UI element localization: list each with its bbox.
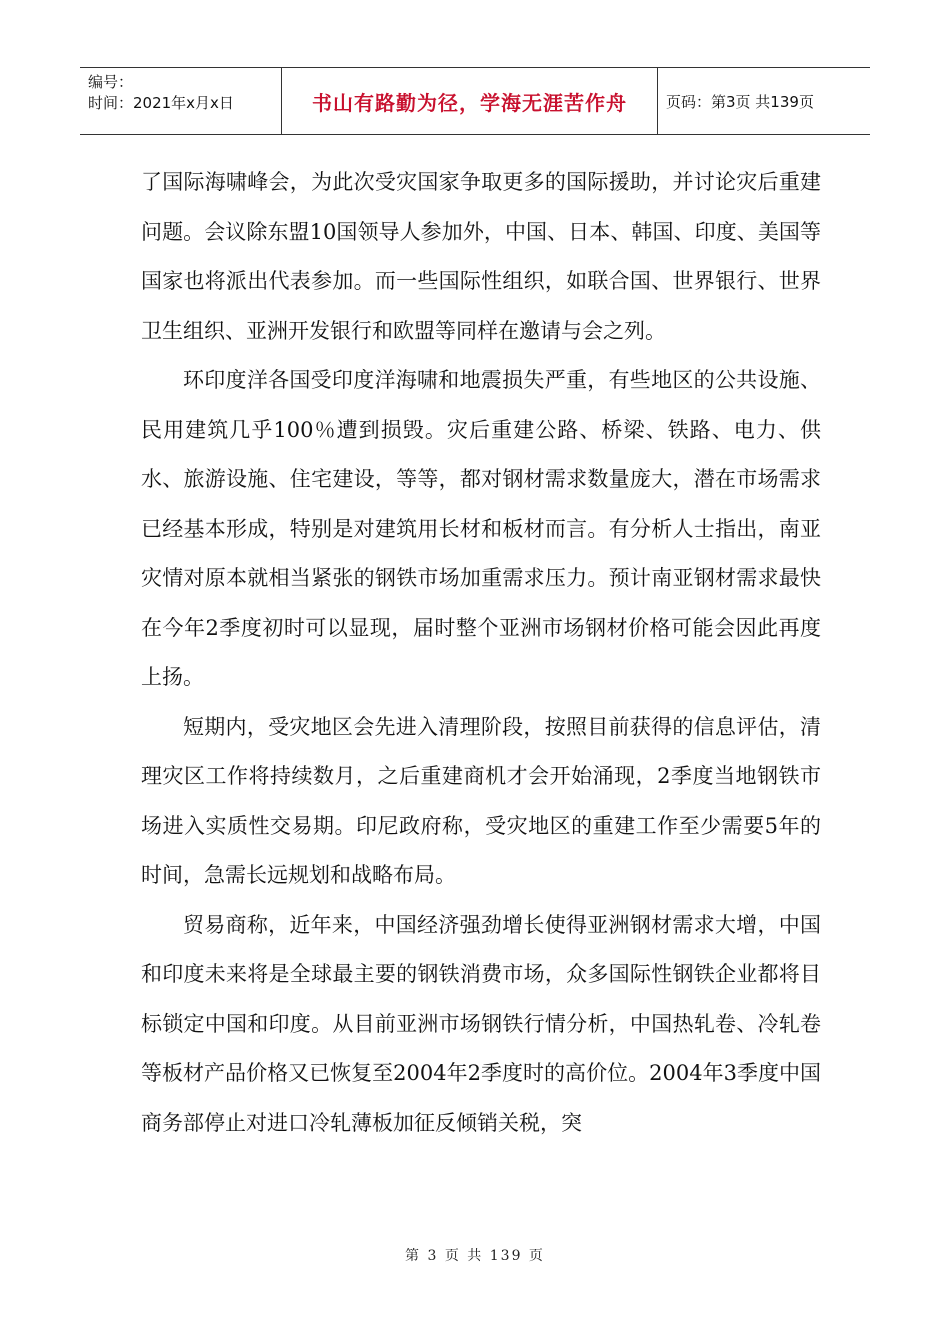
page-footer: 第 3 页 共 139 页	[405, 1248, 545, 1264]
header-motto: 书山有路勤为径，学海无涯苦作舟	[282, 68, 658, 134]
paragraph: 环印度洋各国受印度洋海啸和地震损失严重，有些地区的公共设施、民用建筑几乎100％遭到损毁。灾后重建公路、桥梁、铁路、电力、供水、旅游设施、住宅建设，等等，都对钢材需求数量庞大，潜在市场需求已经基本形成，特别是对建筑用长材和板材而言。有分析人士指出，南亚灾情对原本就相当紧张的钢铁市场加重需求压力。预计南亚钢材需求最快在今年2季度初时可以显现，届时整个亚洲市场钢材价格可能会因此再度上扬。	[141, 368, 821, 689]
code-label: 编号：	[88, 73, 134, 91]
date-label: 时间：2021年x月x日	[88, 94, 234, 112]
document-body	[141, 158, 821, 1148]
paragraph: 短期内，受灾地区会先进入清理阶段，按照目前获得的信息评估，清理灾区工作将持续数月，之后重建商机才会开始涌现，2季度当地钢铁市场进入实质性交易期。印尼政府称，受灾地区的重建工作至少需要5年的时间，急需长远规划和战略布局。	[141, 714, 821, 887]
paragraph: 了国际海啸峰会，为此次受灾国家争取更多的国际援助，并讨论灾后重建问题。会议除东盟10国领导人参加外，中国、日本、韩国、印度、美国等国家也将派出代表参加。而一些国际性组织，如联合国、世界银行、世界卫生组织、亚洲开发银行和欧盟等同样在邀请与会之列。	[141, 170, 821, 343]
paragraph: 贸易商称，近年来，中国经济强劲增长使得亚洲钢材需求大增，中国和印度未来将是全球最主要的钢铁消费市场，众多国际性钢铁企业都将目标锁定中国和印度。从目前亚洲市场钢铁行情分析，中国热轧卷、冷轧卷等板材产品价格又已恢复至2004年2季度时的高价位。2004年3季度中国商务部停止对进口冷轧薄板加征反倾销关税，突	[141, 912, 821, 1135]
header-meta	[80, 68, 282, 134]
page-header	[80, 67, 870, 135]
header-page-info: 页码：第3页 共139页	[666, 92, 814, 111]
